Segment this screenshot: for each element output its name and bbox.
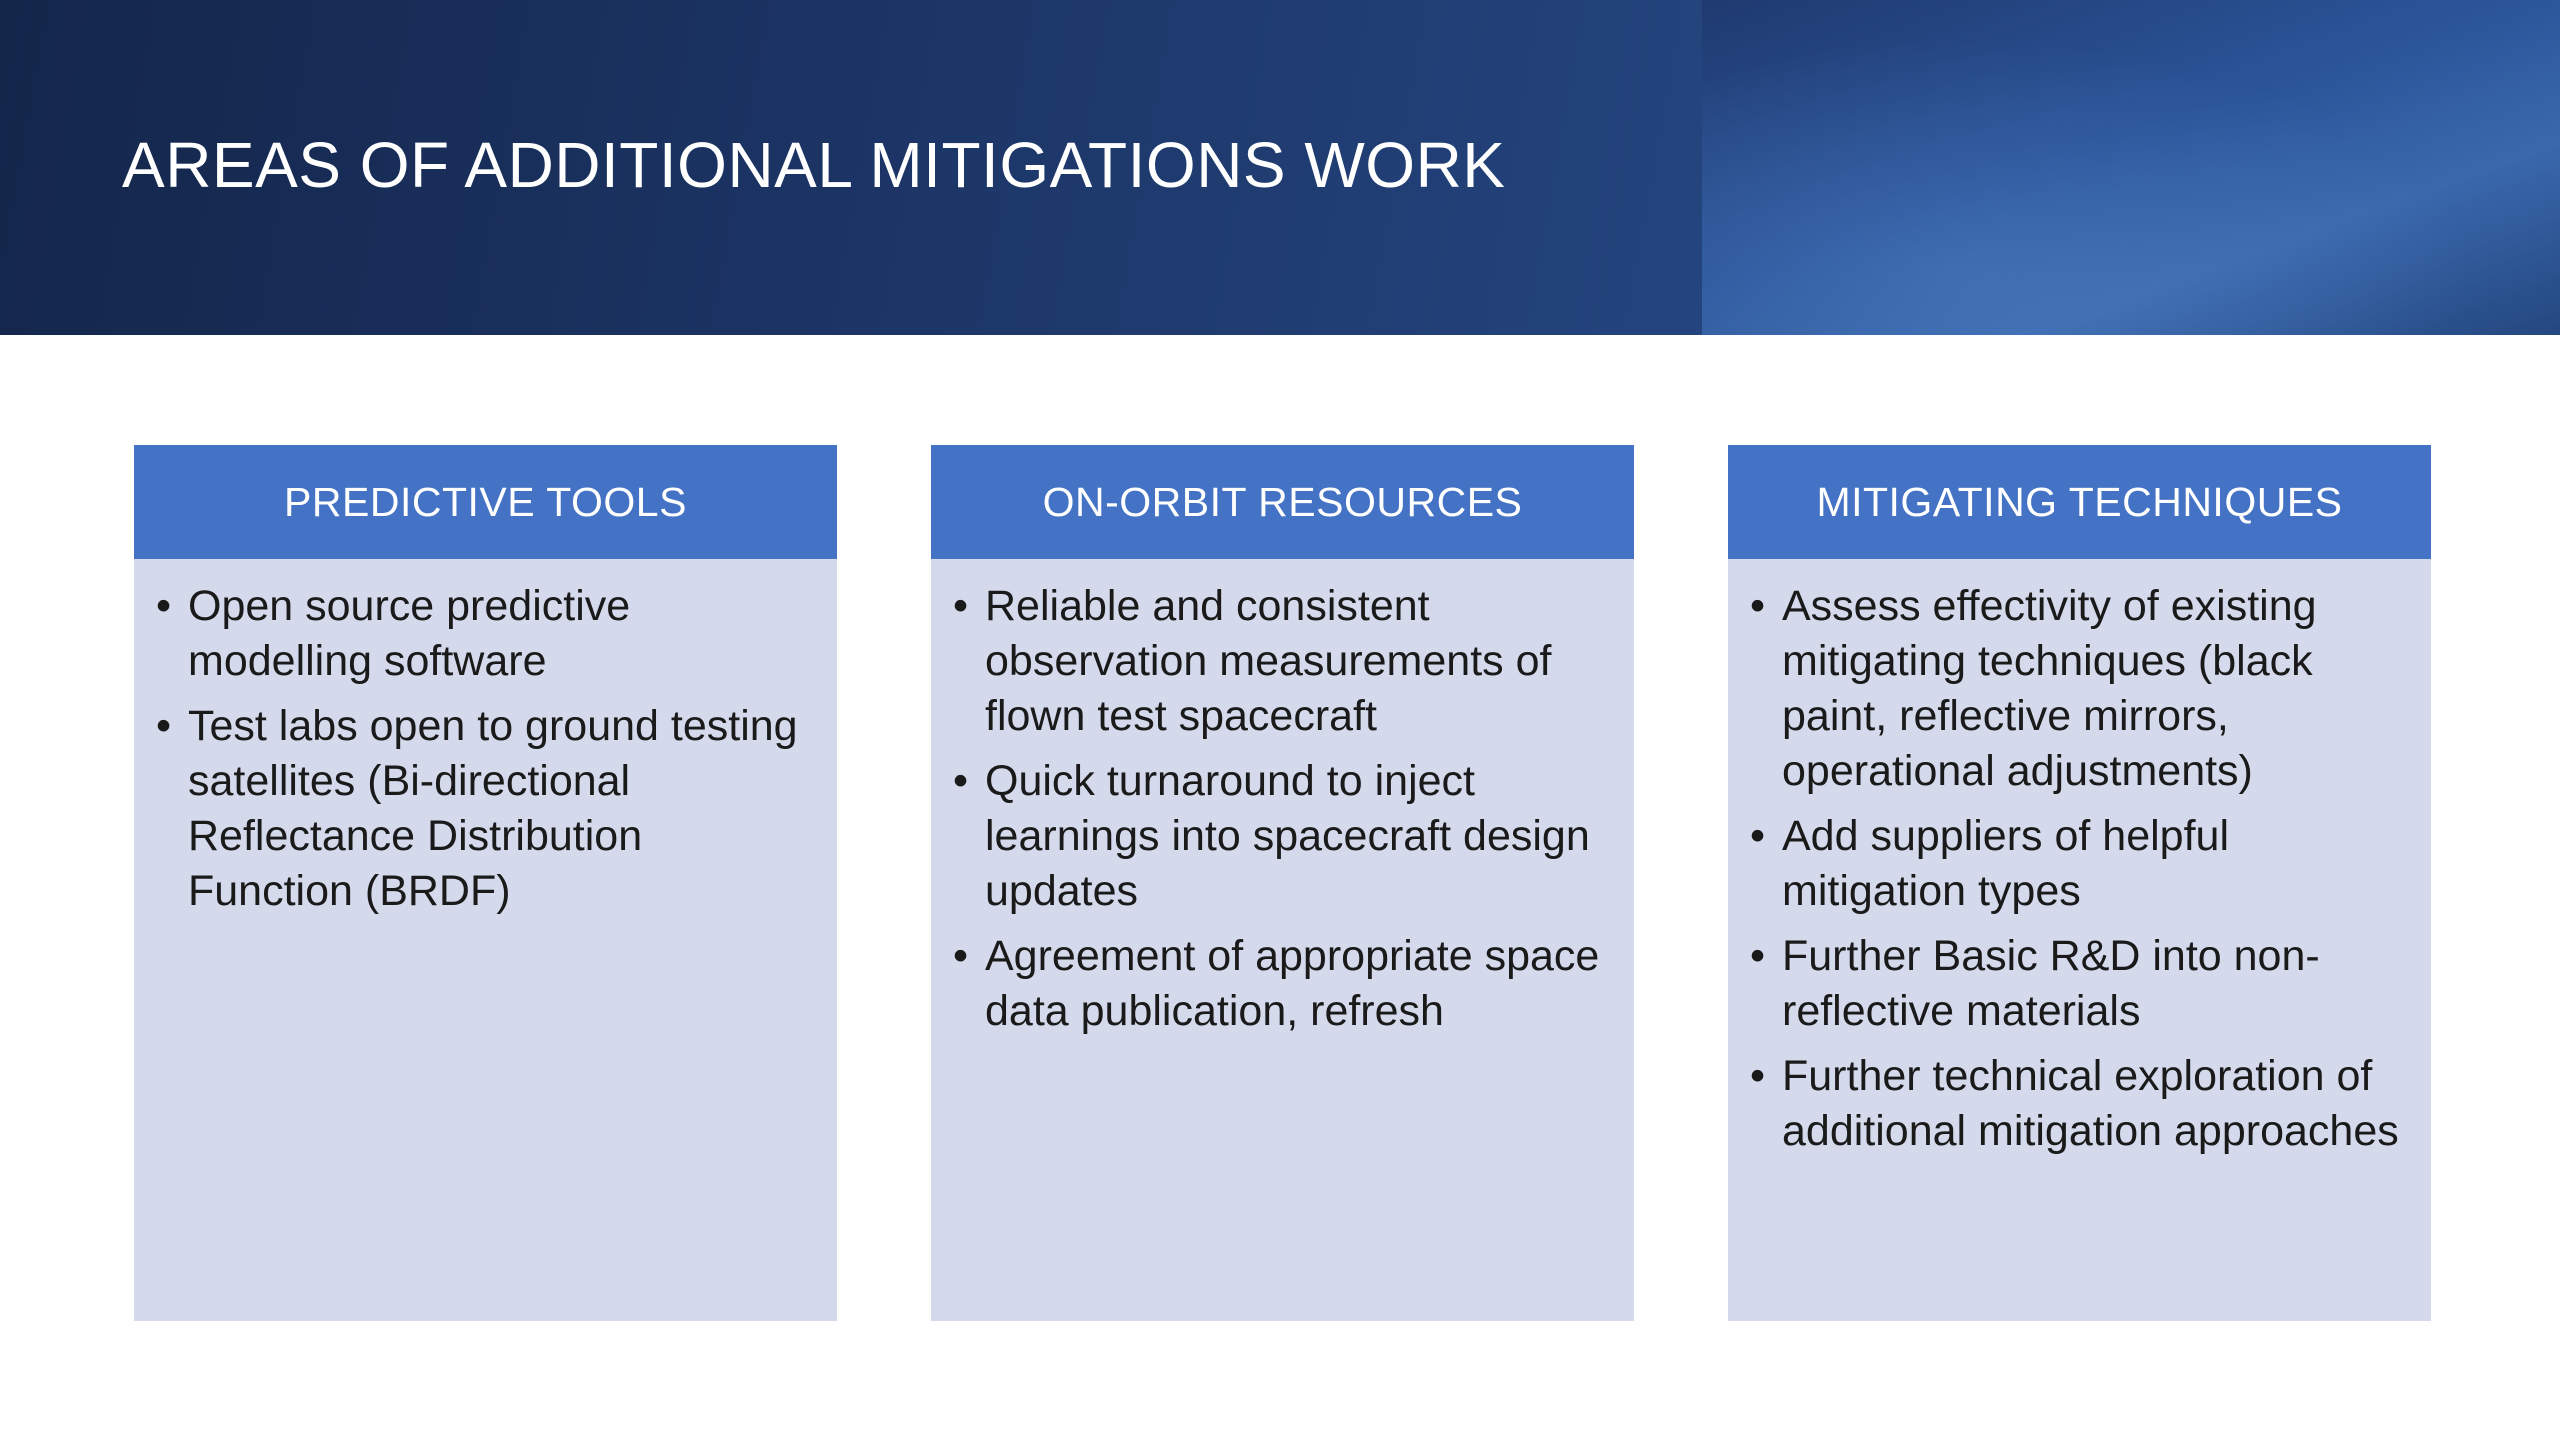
- list-item: [953, 754, 1612, 919]
- list-item: [953, 579, 1612, 744]
- bullet-icon: •: [156, 582, 172, 630]
- list-item-text: Further technical exploration of additional mitigation approaches: [1782, 1052, 2399, 1155]
- title-banner-accent: [1702, 0, 2560, 335]
- list-item-text: Further Basic R&D into non-reflective materials: [1782, 932, 2320, 1035]
- bullet-list: [134, 559, 837, 919]
- list-item-text: Add suppliers of helpful mitigation types: [1782, 812, 2230, 915]
- column-mitigating-techniques: [1728, 445, 2431, 1321]
- list-item-text: Assess effectivity of existing mitigating techniques (black paint, reflective mirrors, operational adjustments): [1782, 582, 2317, 795]
- list-item: [1750, 1049, 2409, 1159]
- column-heading: ON-ORBIT RESOURCES: [931, 445, 1634, 559]
- list-item: [156, 579, 815, 689]
- bullet-list: [931, 559, 1634, 1039]
- column-heading: PREDICTIVE TOOLS: [134, 445, 837, 559]
- list-item-text: Reliable and consistent observation measurements of flown test spacecraft: [985, 582, 1552, 740]
- list-item: [1750, 929, 2409, 1039]
- list-item: [1750, 809, 2409, 919]
- bullet-icon: •: [1750, 932, 1766, 980]
- column-heading: MITIGATING TECHNIQUES: [1728, 445, 2431, 559]
- slide-title: AREAS OF ADDITIONAL MITIGATIONS WORK: [122, 129, 1506, 201]
- bullet-icon: •: [953, 757, 969, 805]
- bullet-icon: •: [1750, 1052, 1766, 1100]
- list-item-text: Quick turnaround to inject learnings into spacecraft design updates: [985, 757, 1590, 915]
- bullet-icon: •: [953, 582, 969, 630]
- list-item-text: Test labs open to ground testing satellites (Bi-directional Reflectance Distribution Function (BRDF): [188, 702, 798, 915]
- bullet-icon: •: [156, 702, 172, 750]
- list-item-text: Open source predictive modelling software: [188, 582, 631, 685]
- bullet-icon: •: [1750, 582, 1766, 630]
- title-banner: [0, 0, 2560, 335]
- column-predictive-tools: [134, 445, 837, 1321]
- list-item-text: Agreement of appropriate space data publication, refresh: [985, 932, 1600, 1035]
- list-item: [156, 699, 815, 919]
- bullet-icon: •: [953, 932, 969, 980]
- list-item: [953, 929, 1612, 1039]
- bullet-list: [1728, 559, 2431, 1159]
- list-item: [1750, 579, 2409, 799]
- bullet-icon: •: [1750, 812, 1766, 860]
- column-on-orbit-resources: [931, 445, 1634, 1321]
